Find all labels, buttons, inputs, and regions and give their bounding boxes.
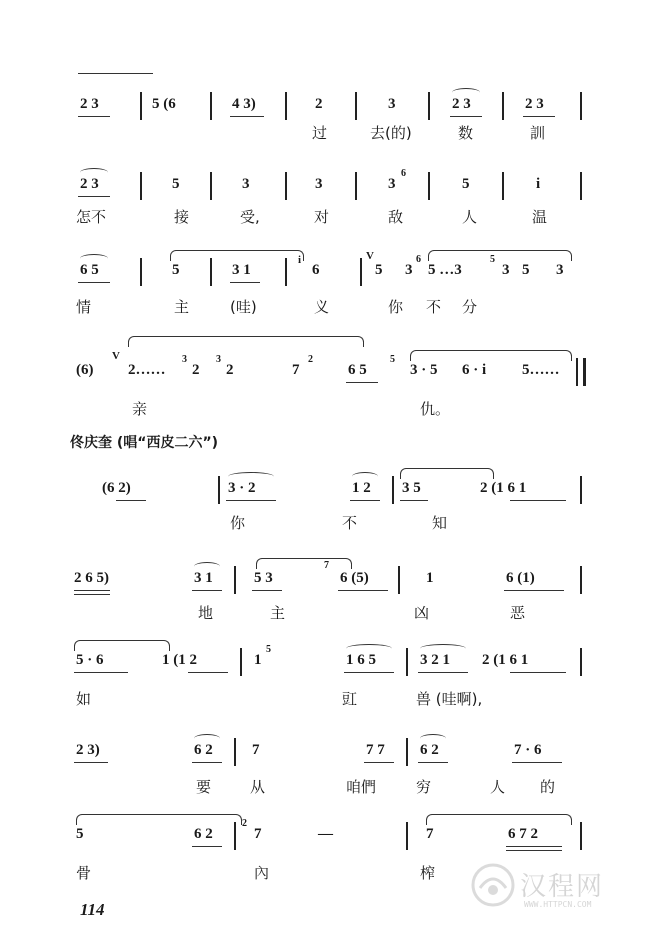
- lyric: 义: [314, 298, 330, 316]
- barline: [234, 822, 236, 850]
- barline: [355, 172, 357, 200]
- note: 5: [375, 262, 383, 278]
- note-group: 6 2: [420, 742, 439, 758]
- note: 2: [192, 362, 200, 378]
- barline: [428, 172, 430, 200]
- barline: [210, 258, 212, 286]
- note-group: 3 1: [232, 262, 251, 278]
- barline: [140, 92, 142, 120]
- barline: [210, 92, 212, 120]
- underline: [504, 590, 564, 591]
- underline: [418, 672, 468, 673]
- barline: [580, 566, 582, 594]
- note: 5: [76, 826, 84, 842]
- note-group: 2 3: [525, 96, 544, 112]
- note-group: 2 3: [80, 96, 99, 112]
- note: 3: [315, 176, 323, 192]
- lyric: 受,: [240, 208, 260, 226]
- underline: [192, 846, 222, 847]
- underline: [512, 762, 562, 763]
- note: 1: [426, 570, 434, 586]
- tie: [410, 350, 572, 361]
- breath-mark: V: [366, 250, 374, 262]
- barline: [355, 92, 357, 120]
- barline: [240, 648, 242, 676]
- note: 1: [254, 652, 262, 668]
- lyric: 亲: [132, 400, 148, 418]
- lyric: (哇): [230, 298, 257, 316]
- underline: [116, 500, 146, 501]
- barline: [218, 476, 220, 504]
- lyric: 过: [312, 124, 328, 142]
- underline: [350, 500, 380, 501]
- underline: [346, 382, 378, 383]
- watermark-text: 汉程网: [520, 872, 605, 902]
- underline: [506, 846, 562, 847]
- lyric: 人: [462, 208, 478, 226]
- note: 5: [522, 262, 530, 278]
- tie: [400, 468, 494, 479]
- lyric: 数: [458, 124, 474, 142]
- underline: [74, 762, 108, 763]
- note-group: 5 · 6: [76, 652, 104, 668]
- barline: [210, 172, 212, 200]
- lyric: 咱們: [346, 778, 377, 796]
- breath-mark: V: [112, 350, 120, 362]
- barline: [406, 738, 408, 766]
- underline: [506, 850, 562, 851]
- note-group: 6 (1): [506, 570, 535, 586]
- note: (6): [76, 362, 94, 378]
- note-group: 5 (6: [152, 96, 176, 112]
- note: 3: [388, 96, 396, 112]
- lyric: 温: [532, 208, 548, 226]
- tie: [128, 336, 364, 347]
- lyric: 去(的): [370, 124, 412, 142]
- barline: [580, 172, 582, 200]
- note-group: 3 2 1: [420, 652, 450, 668]
- page-number: 114: [80, 900, 105, 919]
- underline: [74, 590, 110, 591]
- underline: [450, 116, 482, 117]
- note: 5: [462, 176, 470, 192]
- note-group: 7 · 6: [514, 742, 542, 758]
- tie: [76, 814, 242, 825]
- barline: [398, 566, 400, 594]
- lyric: 骨: [76, 864, 92, 882]
- note-group: 4 3): [232, 96, 256, 112]
- note: 3: [405, 262, 413, 278]
- volta-line: [78, 73, 153, 74]
- note-group: 1 (1 2: [162, 652, 197, 668]
- underline: [344, 672, 394, 673]
- tie: [170, 250, 304, 261]
- lyric: 榨: [420, 864, 436, 882]
- lyric: 怎不: [76, 208, 107, 226]
- barline: [406, 648, 408, 676]
- lyric: 仇。: [420, 400, 451, 418]
- barline: [234, 566, 236, 594]
- underline: [230, 282, 260, 283]
- tie: [426, 814, 572, 825]
- grace-note: 2: [308, 354, 313, 365]
- note: 5: [172, 176, 180, 192]
- note-group: 3 · 5: [410, 362, 438, 378]
- underline: [78, 282, 110, 283]
- underline: [338, 590, 388, 591]
- lyric: 如: [76, 690, 92, 708]
- note-group: 6 7 2: [508, 826, 538, 842]
- grace-note: 3: [182, 354, 187, 365]
- note-group: 6 2: [194, 826, 213, 842]
- note: 2……: [128, 362, 166, 378]
- note-group: 2 (1 6 1: [482, 652, 529, 668]
- underline: [192, 590, 222, 591]
- lyric: 敌: [388, 208, 404, 226]
- barline: [406, 822, 408, 850]
- lyric: 要: [196, 778, 212, 796]
- underline: [523, 116, 555, 117]
- note: i: [536, 176, 541, 192]
- underline: [78, 116, 110, 117]
- note-group: 5 …3: [428, 262, 462, 278]
- note-group: 3 · 2: [228, 480, 256, 496]
- lyric: 地: [198, 604, 214, 622]
- grace-note: i: [298, 254, 302, 266]
- underline: [74, 672, 128, 673]
- grace-note: 5: [490, 254, 495, 265]
- note-group: 6 2: [194, 742, 213, 758]
- grace-note: 6: [416, 254, 421, 265]
- note: 2: [226, 362, 234, 378]
- lyric: 情: [76, 298, 92, 316]
- note: 7: [292, 362, 300, 378]
- barline: [580, 822, 582, 850]
- barline: [360, 258, 362, 286]
- underline: [188, 672, 228, 673]
- note-group: 1 2: [352, 480, 371, 496]
- barline: [502, 92, 504, 120]
- underline: [192, 762, 222, 763]
- barline: [140, 172, 142, 200]
- grace-note: 5: [390, 354, 395, 365]
- note-group: 6 · i: [462, 362, 487, 378]
- note: 5: [172, 262, 180, 278]
- note-group: 6 (5): [340, 570, 369, 586]
- note-group: 2 (1 6 1: [480, 480, 527, 496]
- underline: [78, 196, 110, 197]
- barline: [580, 648, 582, 676]
- note: 7: [426, 826, 434, 842]
- barline: [234, 738, 236, 766]
- underline: [364, 762, 394, 763]
- section-heading: 佟庆奎 (唱“西皮二六”): [70, 435, 219, 451]
- lyric: 的: [540, 778, 556, 796]
- tie: [74, 640, 170, 651]
- lyric: 你: [230, 514, 246, 532]
- lyric: 主: [270, 604, 286, 622]
- lyric: 接: [174, 208, 190, 226]
- note-group: (6 2): [102, 480, 131, 496]
- note-group: 7 7: [366, 742, 385, 758]
- barline: [502, 172, 504, 200]
- lyric: 訓: [530, 124, 546, 142]
- watermark-logo-icon: [468, 860, 518, 910]
- lyric: 你: [388, 298, 404, 316]
- barline: [580, 92, 582, 120]
- underline: [400, 500, 428, 501]
- underline: [418, 762, 448, 763]
- note: 2: [315, 96, 323, 112]
- barline: [428, 92, 430, 120]
- note-group: 6 5: [80, 262, 99, 278]
- grace-note: 3: [216, 354, 221, 365]
- watermark-url: WWW.HTTPCN.COM: [524, 900, 592, 909]
- barline: [140, 258, 142, 286]
- lyric: 恶: [510, 604, 526, 622]
- note: 3: [556, 262, 564, 278]
- tie: [428, 250, 572, 261]
- note: 7: [254, 826, 262, 842]
- grace-note: 7: [324, 560, 329, 571]
- note-group: 6 5: [348, 362, 367, 378]
- note: 3: [502, 262, 510, 278]
- lyric: 人: [490, 778, 506, 796]
- note-group: 3 1: [194, 570, 213, 586]
- note: 7: [252, 742, 260, 758]
- lyric: 从: [250, 778, 266, 796]
- barline: [285, 172, 287, 200]
- lyric: 穷: [416, 778, 432, 796]
- lyric: 知: [432, 514, 448, 532]
- grace-note: 6: [401, 168, 406, 179]
- note-group: 2 6 5): [74, 570, 109, 586]
- note: 3: [388, 176, 396, 192]
- barline: [285, 258, 287, 286]
- underline: [510, 500, 566, 501]
- note-group: 2 3: [80, 176, 99, 192]
- barline: [392, 476, 394, 504]
- lyric: 凶: [414, 604, 430, 622]
- grace-note: 5: [266, 644, 271, 655]
- note-group: 2 3): [76, 742, 100, 758]
- lyric: 內: [254, 864, 270, 882]
- lyric: 主: [174, 298, 190, 316]
- note-group: 2 3: [452, 96, 471, 112]
- note: 5……: [522, 362, 560, 378]
- tie: [256, 558, 352, 569]
- double-barline: [576, 358, 586, 386]
- note-group: 1 6 5: [346, 652, 376, 668]
- watermark: [468, 860, 638, 920]
- lyric: 对: [314, 208, 330, 226]
- underline: [252, 590, 282, 591]
- note: 6: [312, 262, 320, 278]
- underline: [74, 594, 110, 595]
- lyric: 豇: [342, 690, 358, 708]
- barline: [580, 476, 582, 504]
- lyric: 分: [462, 298, 478, 316]
- barline: [285, 92, 287, 120]
- underline: [230, 116, 264, 117]
- grace-note: 2: [242, 818, 247, 829]
- lyric: 兽 (哇啊),: [416, 690, 483, 708]
- underline: [510, 672, 566, 673]
- underline: [226, 500, 276, 501]
- lyric: 不: [426, 298, 442, 316]
- extension-dash: —: [318, 826, 333, 842]
- note: 3: [242, 176, 250, 192]
- note-group: 5 3: [254, 570, 273, 586]
- lyric: 不: [342, 514, 358, 532]
- note-group: 3 5: [402, 480, 421, 496]
